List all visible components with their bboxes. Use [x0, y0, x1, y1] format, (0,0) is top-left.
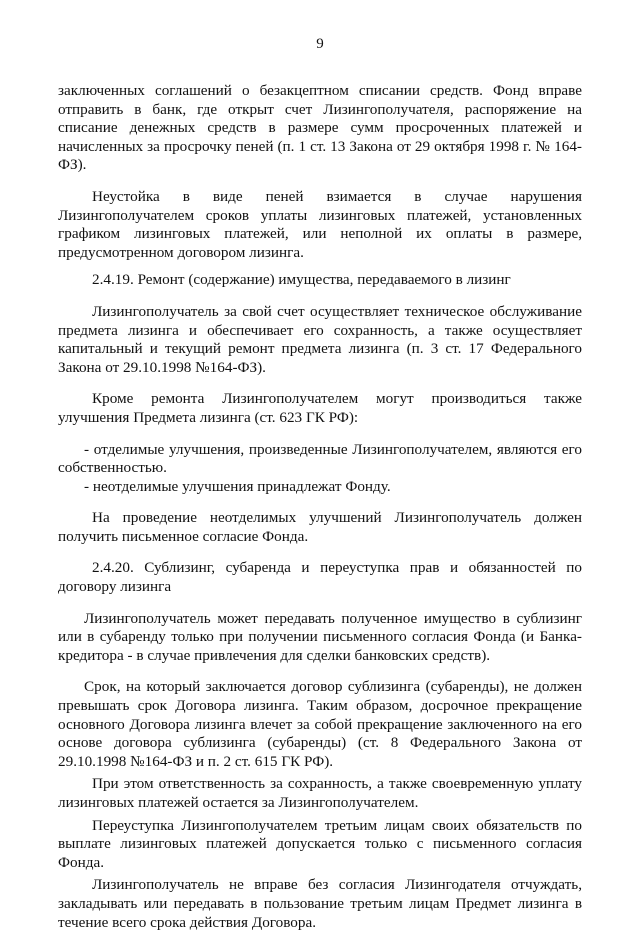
- section-heading-2-4-19: 2.4.19. Ремонт (содержание) имущества, передаваемого в лизинг: [92, 271, 511, 289]
- paragraph: Лизингополучатель не вправе без согласия Лизингодателя отчуждать, закладывать или передавать в пользование третьим лицам Предмет лизинга в течение всего срока действия Договора.: [58, 876, 582, 931]
- paragraph: Срок, на который заключается договор сублизинга (субаренды), не должен превышать срок Договора лизинга. Таким образом, досрочное прекращение основного Договора лизинга влечет за собой прекращение заключенного на его основе договора сублизинга (субаренды) (ст. 8 Федерального Закона от 29.10.1998 №164-ФЗ и п. 2 ст. 615 ГК РФ).: [58, 678, 582, 770]
- section-heading-2-4-20: 2.4.20. Сублизинг, субаренда и переуступка прав и обязанностей по договору лизинга: [58, 559, 582, 596]
- paragraph: заключенных соглашений о безакцептном списании средств. Фонд вправе отправить в банк, где открыт счет Лизингополучателя, распоряжение на списание денежных средств в размере сумм просроченных платежей и начисленных за просрочку пеней (п. 1 ст. 13 Закона от 29 октября 1998 г. № 164-ФЗ).: [58, 82, 582, 174]
- document-body: [58, 82, 582, 932]
- paragraph: На проведение неотделимых улучшений Лизингополучатель должен получить письменное согласие Фонда.: [58, 509, 582, 545]
- paragraph: При этом ответственность за сохранность, а также своевременную уплату лизинговых платежей остается за Лизингополучателем.: [58, 775, 582, 811]
- paragraph: Кроме ремонта Лизингополучателем могут производиться также улучшения Предмета лизинга (ст. 623 ГК РФ):: [58, 390, 582, 426]
- paragraph: Лизингополучатель может передавать полученное имущество в сублизинг или в субаренду только при получении письменного согласия Фонда (и Банка-кредитора - в случае привлечения для сделки банковских средств).: [58, 609, 582, 664]
- paragraph: Лизингополучатель за свой счет осуществляет техническое обслуживание предмета лизинга и обеспечивает его сохранность, а также осуществляет капитальный и текущий ремонт предмета лизинга (п. 3 ст. 17 Федерального Закона от 29.10.1998 №164-ФЗ).: [58, 302, 582, 376]
- paragraph: Переуступка Лизингополучателем третьим лицам своих обязательств по выплате лизинговых платежей допускается только с письменного согласия Фонда.: [58, 816, 582, 871]
- paragraph: Неустойка в виде пеней взимается в случае нарушения Лизингополучателем сроков уплаты лизинговых платежей, установленных графиком лизинговых платежей, или неполной их оплаты в размере, предусмотренном договором лизинга.: [58, 187, 582, 261]
- list-item: - отделимые улучшения, произведенные Лизингополучателем, являются его собственностью.: [58, 440, 582, 477]
- list-item: - неотделимые улучшения принадлежат Фонду.: [84, 477, 391, 495]
- page-number: 9: [316, 36, 324, 52]
